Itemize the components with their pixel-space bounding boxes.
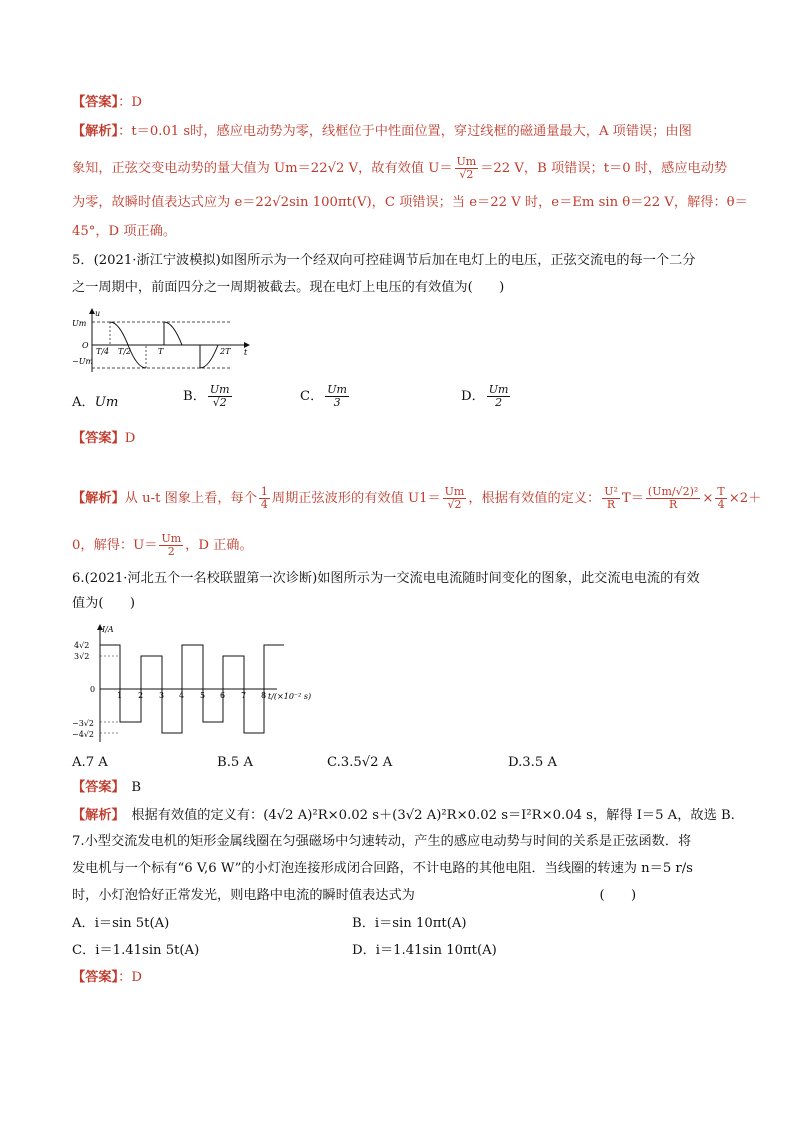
answer-label: 【答案】 xyxy=(72,970,119,985)
wave-segment xyxy=(110,322,128,345)
fraction xyxy=(602,486,620,511)
neg-um-label: −Um xyxy=(72,357,94,366)
q5-stem-line1 xyxy=(72,251,727,271)
q7-option-b[interactable] xyxy=(352,914,467,934)
frac-num: Um xyxy=(456,155,477,168)
frac-den: 4 xyxy=(260,498,268,511)
tick-label: T/2 xyxy=(118,347,132,356)
option-value: Um xyxy=(94,395,119,410)
answer-value: ：D xyxy=(118,970,142,985)
q5-option-b[interactable] xyxy=(183,384,234,409)
q6-option-c[interactable] xyxy=(327,753,392,773)
frac-num: Um xyxy=(444,485,465,498)
q7-option-a[interactable] xyxy=(72,914,169,934)
option-text: C．i＝1.41sin 5t(A) xyxy=(72,943,200,958)
option-text: C.3.5√2 A xyxy=(327,755,393,770)
fraction xyxy=(325,384,349,409)
y-tick-label: 3√2 xyxy=(74,652,90,661)
answer-value: B xyxy=(118,780,142,795)
analysis-text: ，D 正确。 xyxy=(185,538,253,553)
um-label: Um xyxy=(72,319,87,328)
option-label: A． xyxy=(72,395,95,410)
frac-num: (Um/√2)² xyxy=(647,485,699,498)
q7-option-c[interactable] xyxy=(72,941,199,961)
frac-den: √2 xyxy=(459,168,474,181)
q6-current-graph xyxy=(72,622,322,748)
current-waveform xyxy=(72,622,322,744)
frac-num: Um xyxy=(209,383,230,396)
t-tick-label: 8 xyxy=(261,691,267,700)
stem-text: 发电机与一个标有“6 V,6 W”的小灯泡连接形成闭合回路，不计电路的其他电阻．当线圈的转速为 n＝5 r/s xyxy=(72,861,693,876)
option-label: C． xyxy=(300,389,324,404)
t-tick-label: 5 xyxy=(200,691,206,700)
q6-stem-line1 xyxy=(72,569,727,589)
t-axis-label: t xyxy=(244,348,248,357)
analysis-text: ＝22 V，B 项错误；t＝0 时，感应电动势 xyxy=(480,161,728,176)
analysis-text: 0，解得：U＝ xyxy=(72,538,158,553)
voltage-waveform xyxy=(72,308,252,374)
t-tick-label: 7 xyxy=(241,691,247,700)
frac-den: 4 xyxy=(717,498,725,511)
stem-text: 7.小型交流发电机的矩形金属线圈在匀强磁场中匀速转动，产生的感应电动势与时间的关系是正弦函数．将 xyxy=(72,834,692,849)
analysis-text: T＝ xyxy=(621,491,644,506)
stem-text: 时，小灯泡恰好正常发光，则电路中电流的瞬时值表达式为 ( ) xyxy=(72,888,637,903)
answer-label: 【答案】 xyxy=(72,95,119,110)
answer-value: ：D xyxy=(118,95,142,110)
frac-num: Um xyxy=(327,383,347,396)
q6-option-d[interactable] xyxy=(508,753,557,773)
analysis-text: 象知，正弦交变电动势的量大值为 Um＝22√2 V，故有效值 U＝ xyxy=(72,161,453,176)
fraction xyxy=(443,486,467,511)
frac-num: T xyxy=(717,485,725,498)
analysis-text: × xyxy=(702,491,714,506)
option-text: D.3.5 A xyxy=(508,755,557,770)
q5-stem-line2 xyxy=(72,278,727,298)
stem-text: 6.(2021·河北五个一名校联盟第一次诊断)如图所示为一交流电电流随时间变化的图象，此交流电电流的有效 xyxy=(72,571,700,586)
option-text: A．i＝sin 5t(A) xyxy=(72,916,170,931)
tick-label: 2T xyxy=(220,347,231,356)
frac-num: Um xyxy=(161,532,182,545)
q7-stem-line3 xyxy=(72,886,727,906)
q6-option-b[interactable] xyxy=(217,753,253,773)
answer-label: 【答案】 xyxy=(72,431,125,446)
q7-stem-line1 xyxy=(72,832,727,852)
fraction xyxy=(487,384,511,409)
analysis-text: 从 u-t 图象上看，每个 xyxy=(124,491,257,506)
stem-text: 值为( ) xyxy=(72,596,136,611)
y-tick-label: −3√2 xyxy=(72,719,94,728)
y-axis-label: u xyxy=(95,309,101,318)
q6-stem-line2 xyxy=(72,594,727,614)
fraction xyxy=(455,156,479,181)
analysis-text: 根据有效值的定义有：(4√2 A)²R×0.02 s＋(3√2 A)²R×0.02 s＝I²R×0.04 s，解得 I＝5 A，故选 B. xyxy=(118,808,735,823)
q5-answer xyxy=(72,429,727,449)
stem-text: 5．(2021·浙江宁波模拟)如图所示为一个经双向可控硅调节后加在电灯上的电压，正弦交流电的每一个二分 xyxy=(72,253,696,268)
q5-option-d[interactable] xyxy=(461,384,512,409)
wave-segment xyxy=(200,345,218,368)
analysis-text: ：t＝0.01 s时，感应电动势为零，线框位于中性面位置，穿过线框的磁通量最大，A 项错误；由图 xyxy=(118,124,692,139)
answer-label: 【答案】 xyxy=(72,780,119,795)
wave-segment xyxy=(164,322,182,345)
analysis-label: 【解析】 xyxy=(72,808,119,823)
analysis-label: 【解析】 xyxy=(72,491,125,506)
fraction xyxy=(208,384,232,409)
option-text: B．i＝sin 10πt(A) xyxy=(352,916,467,931)
analysis-text: 为零，故瞬时值表达式应为 e＝22√2sin 100πt(V)，C 项错误；当 e＝22 V 时，e＝Em sin θ＝22 V，解得：θ＝ xyxy=(72,195,748,210)
option-label: D． xyxy=(461,389,485,404)
analysis-label: 【解析】 xyxy=(72,124,119,139)
frac-num: U² xyxy=(604,485,618,498)
q5-option-a[interactable] xyxy=(72,393,118,413)
q6-analysis xyxy=(72,806,735,826)
q4-analysis-line1 xyxy=(72,122,727,142)
frac-den: √2 xyxy=(212,396,227,409)
q4-analysis-line4 xyxy=(72,222,727,242)
frac-den: √2 xyxy=(447,498,462,511)
q5-option-c[interactable] xyxy=(300,384,351,409)
frac-den: 2 xyxy=(495,396,503,409)
stem-text: 之一周期中，前面四分之一周期被截去。现在电灯上电压的有效值为( ) xyxy=(72,280,505,295)
t-axis-label: t/(×10⁻² s) xyxy=(268,692,312,701)
t-tick-label: 6 xyxy=(220,691,226,700)
t-tick-label: 2 xyxy=(138,691,144,700)
option-text: B.5 A xyxy=(217,755,253,770)
q7-option-d[interactable] xyxy=(352,941,497,961)
frac-den: 3 xyxy=(333,396,341,409)
fraction xyxy=(646,486,700,511)
answer-value: D xyxy=(124,431,136,446)
q4-analysis-line2 xyxy=(72,156,727,181)
option-label: B． xyxy=(183,389,206,404)
q5-analysis-line2 xyxy=(72,533,727,558)
analysis-text: ，根据有效值的定义： xyxy=(468,491,601,506)
option-text: A.7 A xyxy=(72,755,108,770)
t-tick-label: 1 xyxy=(117,691,123,700)
t-tick-label: 3 xyxy=(159,691,165,700)
frac-den: R xyxy=(606,498,616,511)
analysis-text: 周期正弦波形的有效值 U1＝ xyxy=(271,491,441,506)
option-text: D．i＝1.41sin 10πt(A) xyxy=(352,943,497,958)
frac-num: Um xyxy=(488,383,509,396)
analysis-text: 45°，D 项正确。 xyxy=(72,224,177,239)
frac-den: R xyxy=(668,498,678,511)
fraction xyxy=(259,486,270,511)
origin-label: O xyxy=(82,341,89,350)
y-tick-label: −4√2 xyxy=(72,730,94,739)
t-tick-label: 4 xyxy=(179,691,185,700)
q6-answer xyxy=(72,778,727,798)
q5-voltage-graph xyxy=(72,308,252,378)
analysis-text: ×2＋ xyxy=(728,491,762,506)
y-tick-label: 0 xyxy=(90,685,96,694)
q4-answer xyxy=(72,93,727,113)
frac-num: 1 xyxy=(260,485,268,498)
y-axis-label: I/A xyxy=(102,625,114,634)
q6-option-a[interactable] xyxy=(72,753,108,773)
frac-den: 2 xyxy=(167,545,175,558)
q5-analysis-line1 xyxy=(72,485,762,511)
fraction xyxy=(159,533,183,558)
fraction xyxy=(715,486,726,511)
tick-label: T/4 xyxy=(96,347,110,356)
q7-stem-line2 xyxy=(72,859,727,879)
tick-label: T xyxy=(158,347,164,356)
y-tick-label: 4√2 xyxy=(74,641,90,650)
q7-answer xyxy=(72,968,727,988)
q4-analysis-line3 xyxy=(72,193,748,213)
